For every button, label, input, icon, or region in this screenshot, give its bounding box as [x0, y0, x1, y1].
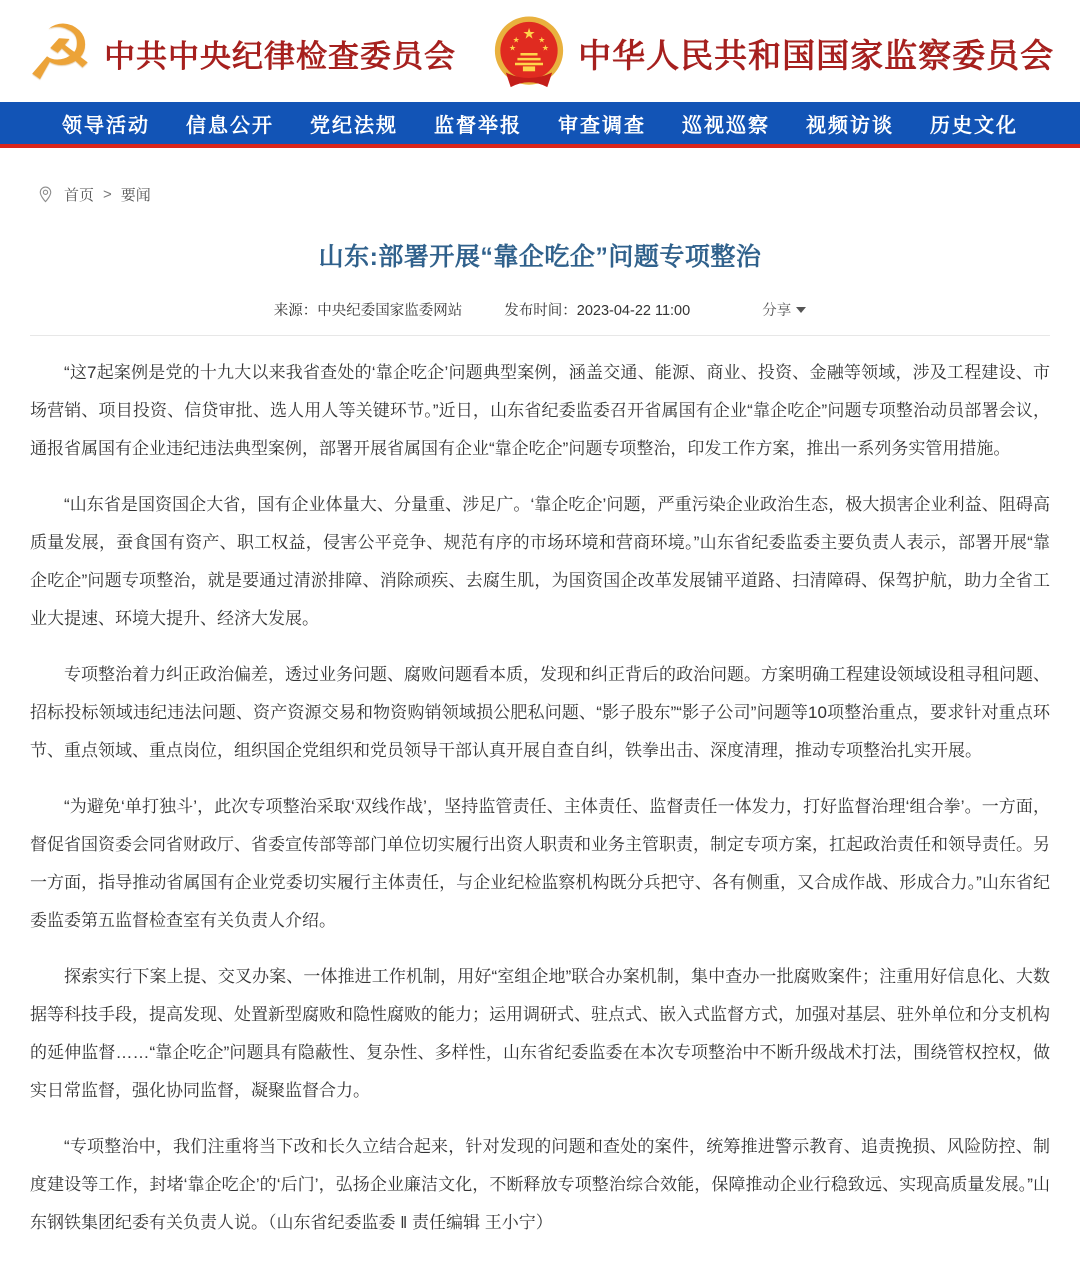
meta-divider [30, 335, 1050, 336]
share-button[interactable] [762, 299, 806, 320]
svg-text:★: ★ [509, 43, 517, 53]
caret-down-icon [796, 307, 806, 313]
brand-nsc[interactable] [490, 14, 1054, 92]
location-pin-icon [36, 185, 55, 204]
breadcrumb [36, 184, 1080, 205]
site-header [0, 0, 1080, 102]
source-label: 来源： [273, 303, 318, 319]
nav-red-divider [0, 144, 1080, 148]
time-value: 2023-04-22 11:00 [576, 303, 691, 319]
party-emblem-icon: ☭ [25, 8, 95, 97]
brand-nsc-title: 中华人民共和国国家监察委员会 [578, 38, 1055, 75]
nav-item-party-discipline[interactable]: 党纪法规 [310, 114, 398, 137]
svg-text:★: ★ [512, 35, 520, 45]
article [30, 237, 1050, 1282]
share-label: 分享 [762, 303, 792, 319]
source-value: 中央纪委国家监委网站 [317, 303, 463, 319]
article-paragraph: “专项整治中，我们注重将当下改和长久立结合起来，针对发现的问题和查处的案件，统筹推进警示教育、追责挽损、风险防控、制度建设等工作，封堵‘靠企吃企’的‘后门’，弘扬企业廉洁文化，不断释放专项整治综合效能，保障推动企业行稳致远、实现高质量发展。”山东钢铁集团纪委有关负责人说。（山东省纪委监委 ‖ 责任编辑 王小宁） [30, 1137, 1050, 1232]
svg-text:★: ★ [541, 43, 550, 53]
nav-item-supervision-report[interactable]: 监督举报 [434, 114, 522, 137]
breadcrumb-section[interactable]: 要闻 [120, 187, 151, 204]
article-paragraph: “这7起案例是党的十九大以来我省查处的‘靠企吃企’问题典型案例，涵盖交通、能源、商业、投资、金融等领域，涉及工程建设、市场营销、项目投资、信贷审批、选人用人等关键环节。”近日，山东省纪委监委召开省属国有企业“靠企吃企”问题专项整治动员部署会议，通报省属国有企业违纪违法典型案例，部署开展省属国有企业“靠企吃企”问题专项整治，印发工作方案，推出一系列务实管用措施。 [30, 363, 1050, 458]
breadcrumb-separator: > [103, 186, 112, 203]
nav-item-info-disclosure[interactable]: 信息公开 [186, 114, 274, 137]
brand-ccdi[interactable] [25, 8, 457, 97]
article-meta [30, 299, 1050, 320]
nav-item-leadership-activities[interactable]: 领导活动 [62, 114, 150, 137]
svg-text:★: ★ [522, 25, 536, 43]
article-paragraph: 探索实行下案上提、交叉办案、一体推进工作机制，用好“室组企地”联合办案机制，集中查办一批腐败案件；注重用好信息化、大数据等科技手段，提高发现、处置新型腐败和隐性腐败的能力；运用调研式、驻点式、嵌入式监督方式，加强对基层、驻外单位和分支机构的延伸监督……“靠企吃企”问题具有隐蔽性、复杂性、多样性，山东省纪委监委在本次专项整治中不断升级战术打法，围绕管权控权，做实日常监督，强化协同监督，凝聚监督合力。 [30, 967, 1050, 1100]
article-paragraph: 专项整治着力纠正政治偏差，透过业务问题、腐败问题看本质，发现和纠正背后的政治问题。方案明确工程建设领域设租寻租问题、招标投标领域违纪违法问题、资产资源交易和物资购销领域损公肥私问题、“影子股东”“影子公司”问题等10项整治重点，要求针对重点环节、重点领域、重点岗位，组织国企党组织和党员领导干部认真开展自查自纠，铁拳出击、深度清理，推动专项整治扎实开展。 [30, 665, 1050, 760]
breadcrumb-home[interactable]: 首页 [64, 187, 95, 204]
nav-item-video-interview[interactable]: 视频访谈 [806, 114, 894, 137]
national-emblem-icon [490, 14, 568, 92]
article-body [30, 354, 1050, 1282]
article-paragraph: “为避免‘单打独斗’，此次专项整治采取‘双线作战’，坚持监管责任、主体责任、监督责任一体发力，打好监督治理‘组合拳’。一方面，督促省国资委会同省财政厅、省委宣传部等部门单位切实履行出资人职责和业务主管职责，制定专项方案，扛起政治责任和领导责任。另一方面，指导推动省属国有企业党委切实履行主体责任，与企业纪检监察机构既分兵把守、各有侧重，又合成作战、形成合力。”山东省纪委监委第五监督检查室有关负责人介绍。 [30, 797, 1050, 930]
page-title: 山东:部署开展“靠企吃企”问题专项整治 [318, 243, 762, 271]
publish-time [504, 299, 690, 320]
nav-item-inspection-patrol[interactable]: 巡视巡察 [682, 114, 770, 137]
main-nav [0, 102, 1080, 144]
nav-item-history-culture[interactable]: 历史文化 [930, 114, 1018, 137]
time-label: 发布时间： [504, 303, 577, 319]
brand-ccdi-title: 中共中央纪律检查委员会 [104, 38, 457, 74]
article-paragraph: “山东省是国资国企大省，国有企业体量大、分量重、涉足广。‘靠企吃企’问题，严重污染企业政治生态，极大损害企业利益、阻碍高质量发展，蚕食国有资产、职工权益，侵害公平竞争、规范有序的市场环境和营商环境。”山东省纪委监委主要负责人表示，部署开展“靠企吃企”问题专项整治，就是要通过清淤排障、消除顽疾、去腐生肌，为国资国企改革发展铺平道路、扫清障碍、保驾护航，助力全省工业大提速、环境大提升、经济大发展。 [30, 495, 1050, 628]
article-source [274, 299, 463, 320]
nav-item-review-investigation[interactable]: 审查调查 [558, 114, 646, 137]
svg-text:★: ★ [538, 35, 546, 45]
